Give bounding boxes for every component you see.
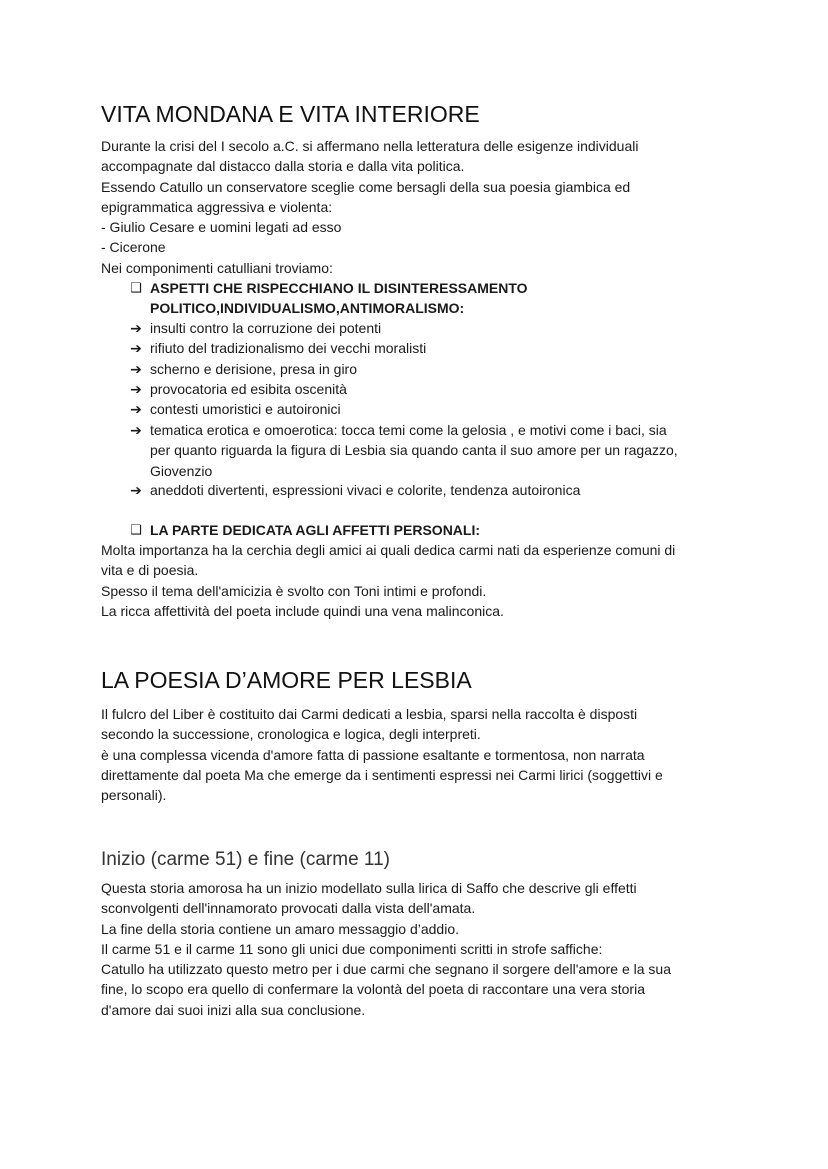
- checkbox-square-icon: ❑: [130, 522, 142, 537]
- section1-intro: Durante la crisi del I secolo a.C. si affermano nella letteratura delle esigenze individuali accompagnate dal distacco dalla storia e dalla vita politica. Essendo Catullo un conservatore sceglie come bersagli della sua poesia giambica ed epigrammatica aggressiva e violenta: - Giulio Cesare e uomini legati ad esso - Cicerone Nei componimenti catulliani troviamo:: [101, 138, 639, 276]
- list-item: [128, 379, 748, 399]
- section3-body: Questa storia amorosa ha un inizio modellato sulla lirica di Saffo che descrive gli effetti sconvolgenti dell'innamorato provocati dalla vista dell'amata. La fine della storia contiene un amaro messaggio d’addio. Il carme 51 e il carme 11 sono gli unici due componimenti scritti in strofe saffiche: Catullo ha utilizzato questo metro per i due carmi che segnano il sorgere dell'amore e la sua fine, lo scopo era quello di confermare la volontà del poeta di raccontare una vera storia d'amore dai suoi inizi alla sua conclusione.: [101, 880, 671, 1018]
- list-item-text: provocatoria ed esibita oscenità: [150, 381, 347, 397]
- arrow-right-icon: ➔: [130, 320, 142, 336]
- list-item: [128, 338, 748, 358]
- bullet-heading-affetti: [128, 520, 748, 540]
- arrow-right-icon: ➔: [130, 482, 142, 498]
- list-item-text: scherno e derisione, presa in giro: [150, 361, 358, 377]
- arrow-right-icon: ➔: [130, 361, 142, 377]
- list-item-text: contesti umoristici e autoironici: [150, 401, 341, 417]
- checkbox-square-icon: ❑: [130, 280, 142, 295]
- list-item-text: rifiuto del tradizionalismo dei vecchi moralisti: [150, 340, 427, 356]
- arrow-right-icon: ➔: [130, 422, 142, 438]
- section-title-vita-mondana: VITA MONDANA E VITA INTERIORE: [101, 101, 480, 127]
- list-item: [128, 359, 748, 379]
- section-title-poesia-amore: LA POESIA D’AMORE PER LESBIA: [101, 667, 472, 693]
- arrow-right-icon: ➔: [130, 381, 142, 397]
- section-title-inizio-fine: Inizio (carme 51) e fine (carme 11): [101, 849, 390, 870]
- section1-outro: Molta importanza ha la cerchia degli amici ai quali dedica carmi nati da esperienze comuni di vita e di poesia. Spesso il tema dell'amicizia è svolto con Toni intimi e profondi. La ricca affettività del poeta include quindi una vena malinconica.: [101, 542, 676, 619]
- arrow-right-icon: ➔: [130, 340, 142, 356]
- list-item: [128, 399, 748, 419]
- list-item-text: tematica erotica e omoerotica: tocca temi come la gelosia , e motivi come i baci, sia per quanto riguarda la figura di Lesbia sia quando canta il suo amore per un ragazzo, Giovenzio: [150, 422, 678, 479]
- bullet-heading-text: LA PARTE DEDICATA AGLI AFFETTI PERSONALI:: [150, 522, 481, 538]
- list-item-text: aneddoti divertenti, espressioni vivaci e colorite, tendenza autoironica: [150, 482, 581, 498]
- bullet-heading-text: ASPETTI CHE RISPECCHIANO IL DISINTERESSAMENTO POLITICO,INDIVIDUALISMO,ANTIMORALISMO:: [150, 280, 528, 317]
- list-item: [128, 318, 748, 338]
- list-item: [128, 420, 748, 481]
- list-item: [128, 480, 748, 500]
- bullet-heading-aspetti: [128, 278, 748, 319]
- list-item-text: insulti contro la corruzione dei potenti: [150, 320, 382, 336]
- arrow-right-icon: ➔: [130, 401, 142, 417]
- section2-body: Il fulcro del Liber è costituito dai Carmi dedicati a lesbia, sparsi nella raccolta è disposti secondo la successione, cronologica e logica, degli interpreti. è una complessa vicenda d'amore fatta di passione esaltante e tormentosa, non narrata direttamente dal poeta Ma che emerge da i sentimenti espressi nei Carmi lirici (soggettivi e personali).: [101, 706, 663, 804]
